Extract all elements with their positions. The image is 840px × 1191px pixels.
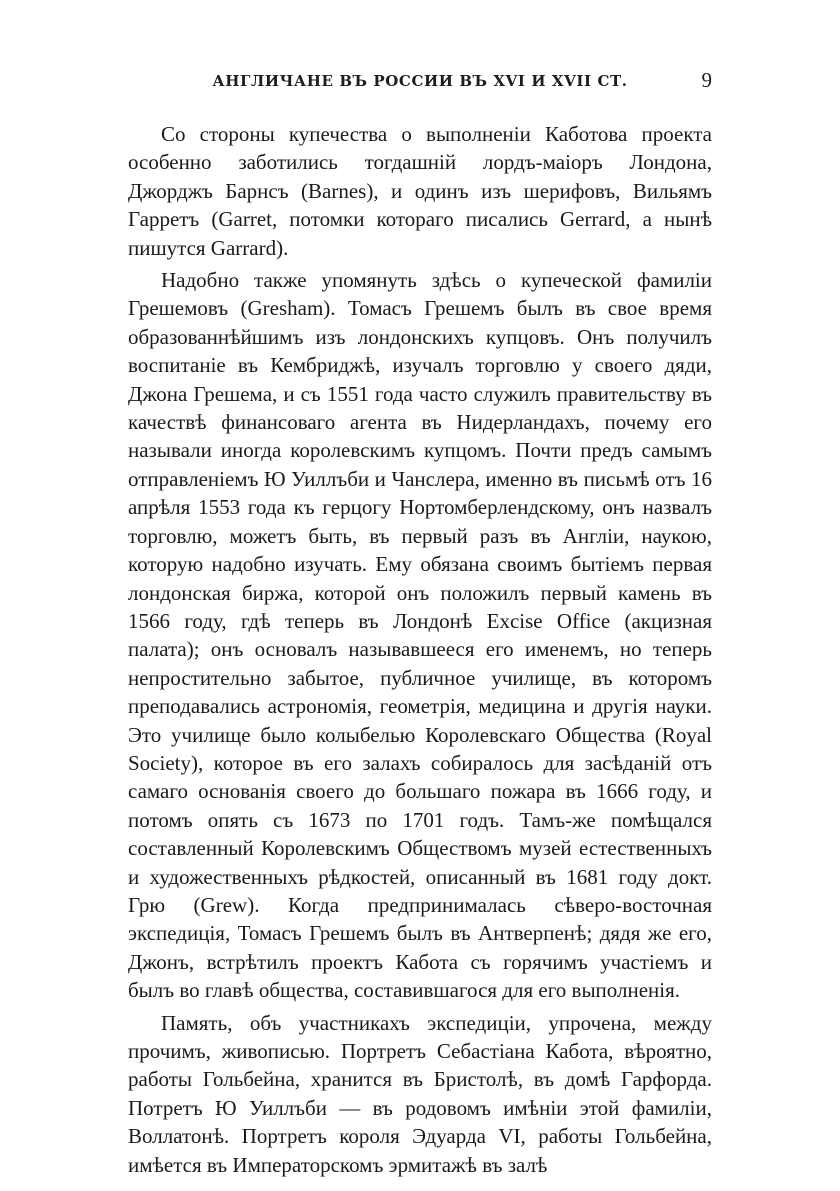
body-text bbox=[128, 120, 712, 1179]
page-number: 9 bbox=[701, 68, 712, 92]
paragraph-cabot-project-merchants: Со стороны купечества о выполненіи Каботова проекта особенно заботились тогдашній лордъ-маіоръ Лондона, Джорджъ Барнсъ (Barnes), и одинъ изъ шерифовъ, Вильямъ Гарретъ (Garret, потомки котораго писались Gerrard, а нынѣ пишутся Garrard). bbox=[128, 122, 712, 260]
paragraph-gresham-family: Надобно также упомянуть здѣсь о купеческой фамиліи Грешемовъ (Gresham). Томасъ Грешемъ былъ въ свое время образованнѣйшимъ изъ лондонскихъ купцовъ. Онъ получилъ воспитаніе въ Кембриджѣ, изучалъ торговлю у своего дяди, Джона Грешема, и съ 1551 года часто служилъ правительству въ качествѣ финансоваго агента въ Нидерландахъ, почему его называли иногда королевскимъ купцомъ. Почти предъ самымъ отправленіемъ Ю Уиллъби и Чанслера, именно въ письмѣ отъ 16 апрѣля 1553 года къ герцогу Нортомберлендскому, онъ назвалъ торговлю, можетъ быть, въ первый разъ въ Англіи, наукою, которую надобно изучать. Ему обязана своимъ бытіемъ первая лондонская биржа, которой онъ положилъ первый камень въ 1566 году, гдѣ теперь въ Лондонѣ Excise Office (акцизная палата); онъ основалъ называвшееся его именемъ, но теперь непростительно забытое, публичное училище, въ которомъ преподавались астрономія, геометрія, медицина и другія науки. Это училище было колыбелью Королевскаго Общества (Royal Society), которое въ его залахъ собиралось для засѣданій отъ самаго основанія своего до большаго пожара въ 1666 году, и потомъ опять съ 1673 по 1701 годъ. Тамъ-же помѣщался составленный Королевскимъ Обществомъ музей естественныхъ и художественныхъ рѣдкостей, описанный въ 1681 году докт. Грю (Grew). Когда предпринималась сѣверо-восточная экспедиція, Томасъ Грешемъ былъ въ Антверпенѣ; дядя же его, Джонъ, встрѣтилъ проектъ Кабота съ горячимъ участіемъ и былъ во главѣ общества, составившагося для его выполненія. bbox=[128, 268, 712, 1003]
running-header bbox=[128, 68, 712, 102]
paragraph-expedition-portraits: Память, объ участникахъ экспедиціи, упрочена, между прочимъ, живописью. Портретъ Себастіана Кабота, вѣроятно, работы Гольбейна, хранится въ Бристолѣ, въ домѣ Гарфорда. Потретъ Ю Уиллъби — въ родовомъ имѣніи этой фамиліи, Воллатонѣ. Портретъ короля Эдуарда VI, работы Гольбейна, имѣется въ Императорскомъ эрмитажѣ въ залѣ bbox=[128, 1010, 712, 1177]
running-title: АНГЛИЧАНЕ ВЪ РОССИИ ВЪ XVI И XVII СТ. bbox=[212, 72, 628, 90]
